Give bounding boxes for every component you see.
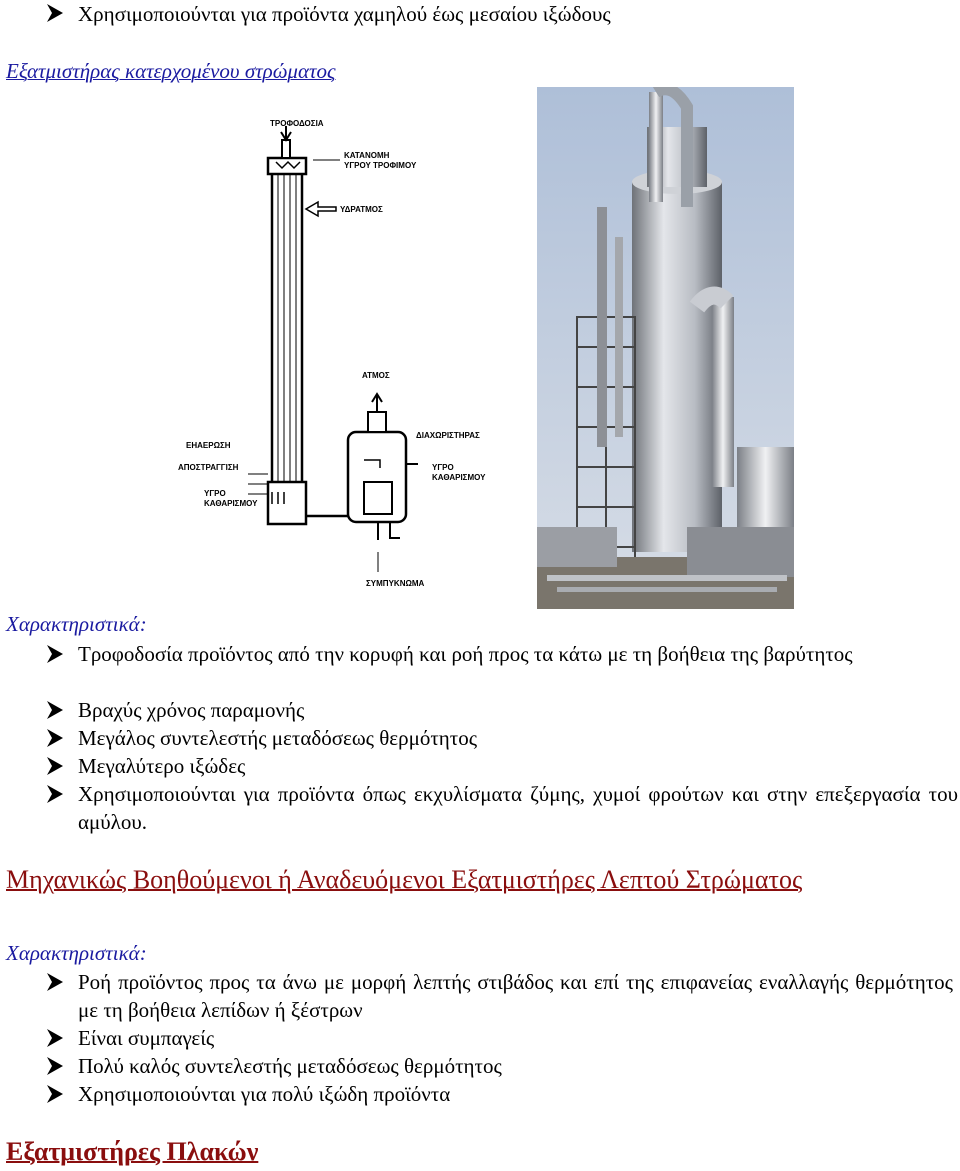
section-title: Εξατμιστήρες Πλακών [6,1137,259,1166]
characteristics-label: Χαρακτηριστικά: [6,941,147,965]
label-distribution-1: ΚΑΤΑΝΟΜΗ [344,151,390,160]
section-title: Εξατμιστήρας κατερχομένου στρώματος [6,59,336,83]
label-cleaning-left-1: ΥΓΡΟ [204,489,226,498]
arrow-bullet-icon [46,1028,64,1048]
falling-film-evaporator-diagram [168,112,508,592]
section-title: Μηχανικώς Βοηθούμενοι ή Αναδευόμενοι Εξατμιστήρες Λεπτού Στρώματος [6,865,803,894]
list-item-text: Ροή προϊόντος προς τα άνω με μορφή λεπτής στιβάδος και επί της επιφανείας εναλλαγής θερμότητος με τη βοήθεια λεπίδων ή ξέστρων [78,970,953,1022]
label-distribution-2: ΥΓΡΟΥ ΤΡΟΦΙΜΟΥ [344,161,417,170]
list-item-text: Μεγαλύτερο ιξώδες [78,754,246,778]
list-item-text: Μεγάλος συντελεστής μεταδόσεως θερμότητος [78,726,478,750]
label-feed: ΤΡΟΦΟΔΟΣΙΑ [270,119,324,128]
label-separator: ΔΙΑΧΩΡΙΣΤΗΡΑΣ [416,431,480,440]
characteristics-label: Χαρακτηριστικά: [6,612,147,636]
arrow-bullet-icon [46,972,64,992]
arrow-bullet-icon [46,1084,64,1104]
list-item-text: Πολύ καλός συντελεστής μεταδόσεως θερμότητος [78,1054,502,1078]
list-item-text: Χρησιμοποιούνται για πολύ ιξώδη προϊόντα [78,1082,451,1106]
list-item-text: Είναι συμπαγείς [78,1026,215,1050]
label-cleaning-right-1: ΥΓΡΟ [432,463,454,472]
arrow-bullet-icon [46,1056,64,1076]
evaporator-photo [537,87,794,609]
arrow-bullet-icon [46,728,64,748]
label-cleaning-right-2: ΚΑΘΑΡΙΣΜΟΥ [432,473,486,482]
label-drain: ΑΠΟΣΤΡΑΓΓΙΣΗ [178,463,239,472]
arrow-bullet-icon [46,784,64,804]
label-venting: ΕΗΑΕΡΩΣΗ [186,441,231,450]
arrow-bullet-icon [46,756,64,776]
label-steam: ΥΔΡΑΤΜΟΣ [340,205,383,214]
label-atmos: ΑΤΜΟΣ [362,371,390,380]
list-item-text: Χρησιμοποιούνται για προϊόντα όπως εκχυλίσματα ζύμης, χυμοί φρούτων και στην επεξεργασία του αμύλου. [78,782,958,834]
list-item-text: Χρησιμοποιούνται για προϊόντα χαμηλού έως μεσαίου ιξώδους [78,2,611,26]
label-cleaning-left-2: ΚΑΘΑΡΙΣΜΟΥ [204,499,258,508]
list-item-text: Τροφοδοσία προϊόντος από την κορυφή και ροή προς τα κάτω με τη βοήθεια της βαρύτητος [78,642,853,666]
list-item-text: Βραχύς χρόνος παραμονής [78,698,305,722]
arrow-bullet-icon [46,644,64,664]
arrow-bullet-icon [46,3,64,23]
arrow-bullet-icon [46,700,64,720]
label-concentrate: ΣΥΜΠΥΚΝΩΜΑ [366,579,425,588]
